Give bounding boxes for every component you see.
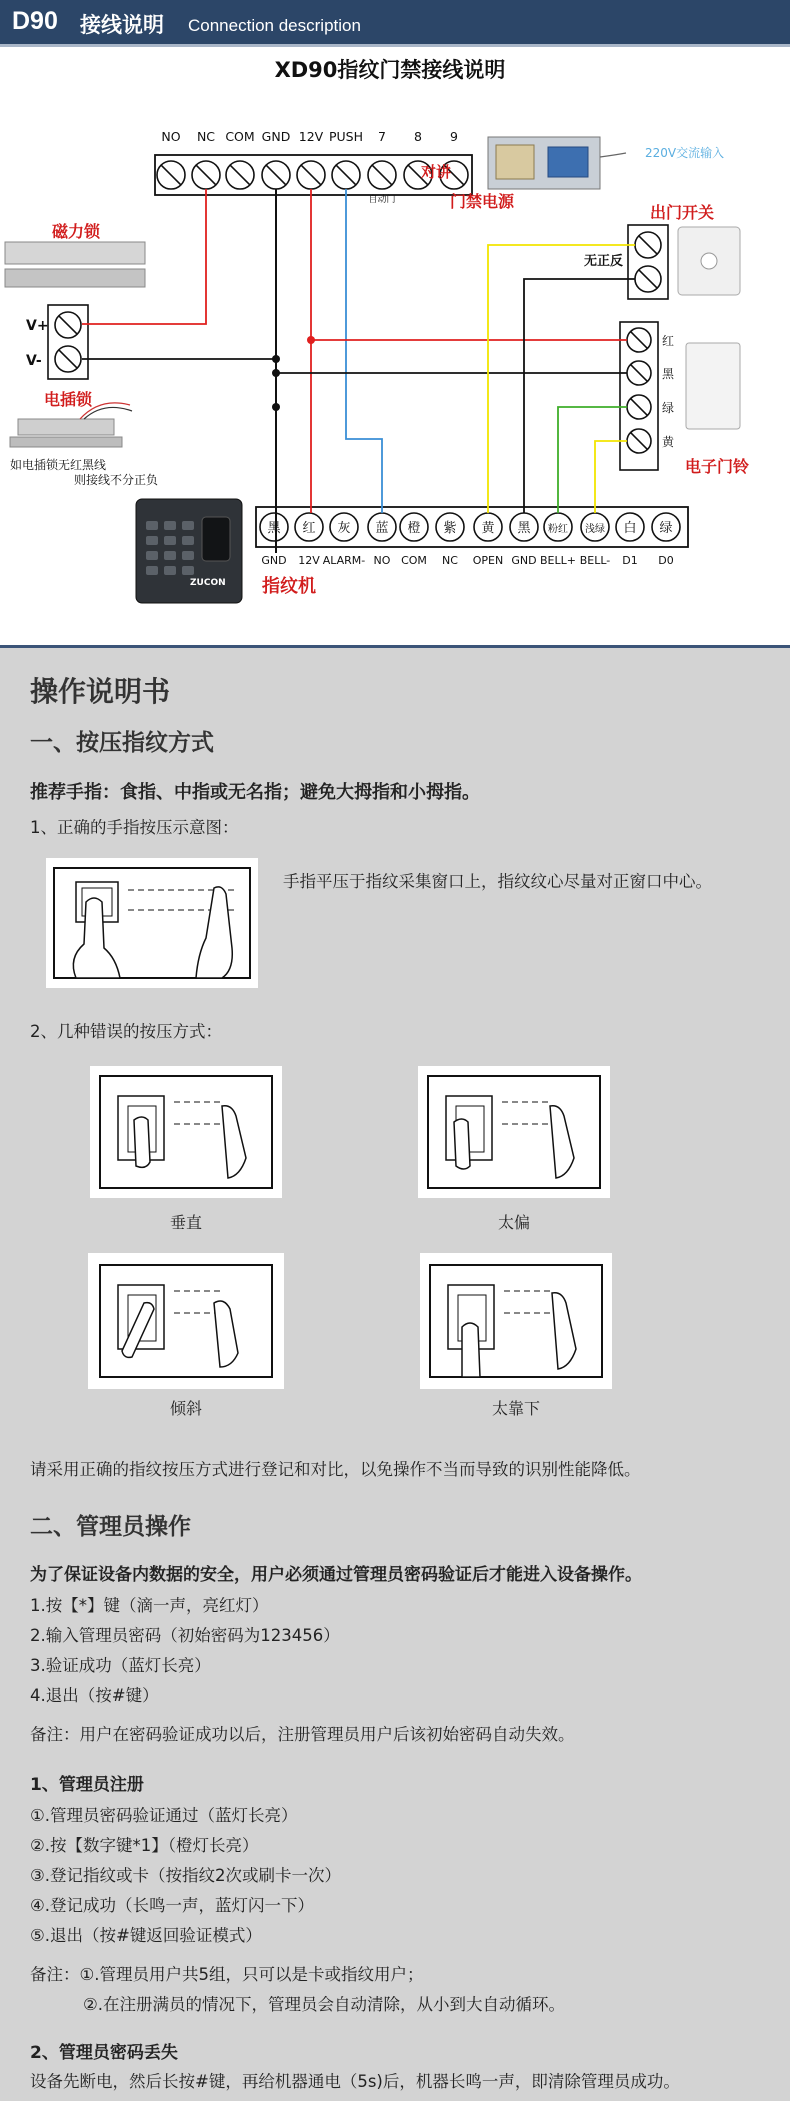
header-title-en: Connection description <box>188 16 361 35</box>
admin-note: 备注：用户在密码验证成功以后，注册管理员用户后该初始密码自动失效。 <box>30 1725 575 1744</box>
power-terminal-label: NO <box>161 129 181 144</box>
wire-push-no <box>346 189 382 513</box>
bolt-note-1: 如电插锁无红黑线 <box>10 458 107 472</box>
reader-key <box>182 566 194 575</box>
reader-terminal-label: 12V <box>298 554 320 567</box>
wiring-diagram <box>0 47 790 645</box>
ac-input-label: 220V交流输入 <box>645 146 725 160</box>
power-supply-label: 门禁电源 <box>450 192 515 211</box>
admin-register-heading: 1、管理员注册 <box>30 1775 144 1795</box>
reader-brand: ZUCON <box>190 578 226 588</box>
junction-red <box>307 336 315 344</box>
admin-step-3: 3.验证成功（蓝灯长亮） <box>30 1656 211 1675</box>
reader-terminal-label: NC <box>442 554 458 567</box>
password-lost-text: 设备先断电，然后长按#键，再给机器通电（5s)后，机器长鸣一声，即清除管理员成功。 <box>30 2072 680 2091</box>
reader-terminal-label: ALARM- <box>322 554 366 567</box>
reader-wire-color: 黑 <box>267 521 281 536</box>
caption-vertical: 垂直 <box>169 1213 202 1232</box>
v-minus-label: V- <box>26 353 42 369</box>
power-terminal-label: 9 <box>450 129 458 144</box>
power-terminal-label: 8 <box>414 129 422 144</box>
reader-wire-color: 黑 <box>517 521 531 536</box>
register-step-2: ②.按【数字键*1】（橙灯长亮） <box>30 1836 259 1855</box>
reader-terminal-label: GND <box>261 554 287 567</box>
manual-title: 操作说明书 <box>30 675 171 708</box>
wire-exit-gnd <box>524 279 635 513</box>
reader-wire-color: 白 <box>623 521 637 536</box>
reader-key <box>164 566 176 575</box>
reader-terminal-label: D0 <box>658 554 674 567</box>
reader-wire-color: 红 <box>302 521 316 536</box>
power-terminal-label: 7 <box>378 129 386 144</box>
operation-manual <box>0 648 790 2101</box>
reader-key <box>146 536 158 545</box>
reader-wire-color: 蓝 <box>375 521 389 536</box>
reader-terminal-label: NO <box>373 554 391 567</box>
register-note-2: ②.在注册满员的情况下，管理员会自动清除，从小到大自动循环。 <box>83 1995 566 2014</box>
reader-wire-color: 浅绿 <box>585 524 605 535</box>
reader-key <box>182 521 194 530</box>
reader-key <box>146 566 158 575</box>
caption-offset: 太偏 <box>497 1213 530 1232</box>
correct-press-desc: 手指平压于指纹采集窗口上，指纹纹心尽量对正窗口中心。 <box>283 872 712 891</box>
reader-key <box>182 551 194 560</box>
header-title-cn: 接线说明 <box>80 13 164 37</box>
caption-too-low: 太靠下 <box>491 1399 540 1418</box>
wrong-press-too-low <box>420 1253 612 1389</box>
mag-lock-plate <box>5 269 145 287</box>
doorbell-wire-label: 绿 <box>662 401 675 415</box>
register-step-1: ①.管理员密码验证通过（蓝灯长亮） <box>30 1806 298 1825</box>
reader-label: 指纹机 <box>262 576 316 597</box>
reader-terminal-label: D1 <box>622 554 638 567</box>
reader-sensor <box>202 517 230 561</box>
wiring-svg <box>0 47 790 645</box>
model-code: D90 <box>12 7 58 35</box>
bolt-lock-body <box>18 419 114 435</box>
wire-exit-open <box>488 245 635 513</box>
correct-press-illustration <box>46 858 258 988</box>
junction-black-3 <box>272 355 280 363</box>
admin-step-2: 2.输入管理员密码（初始密码为123456） <box>30 1626 340 1645</box>
mag-lock-label: 磁力锁 <box>52 222 101 241</box>
reader-key <box>164 551 176 560</box>
password-lost-heading: 2、管理员密码丢失 <box>30 2043 178 2063</box>
admin-intro: 为了保证设备内数据的安全，用户必须通过管理员密码验证后才能进入设备操作。 <box>30 1565 642 1585</box>
reader-terminal-label: GND <box>511 554 537 567</box>
reader-key <box>164 536 176 545</box>
power-terminal-label: GND <box>261 129 291 144</box>
v-plus-label: V+ <box>26 318 49 334</box>
register-step-3: ③.登记指纹或卡（按指纹2次或刷卡一次） <box>30 1866 342 1885</box>
reader-key <box>146 551 158 560</box>
auto-door-label: 自动门 <box>368 195 396 205</box>
exit-button-knob <box>701 253 717 269</box>
power-terminal-label: COM <box>225 129 255 144</box>
reader-terminal-label: BELL+ <box>540 554 576 567</box>
exit-button-label: 出门开关 <box>650 203 715 222</box>
reader-wire-color: 黄 <box>481 521 495 536</box>
doorbell-device <box>686 343 740 429</box>
no-polarity-label: 无正反 <box>584 254 624 269</box>
bolt-lock-plate <box>10 437 122 447</box>
admin-step-4: 4.退出（按#键） <box>30 1686 159 1705</box>
intercom-label: 对讲 <box>421 163 452 181</box>
power-terminal-label: NC <box>196 129 216 144</box>
wiring-title: XD90指纹门禁接线说明 <box>274 58 506 82</box>
junction-black-2 <box>272 403 280 411</box>
wrong-press-offset <box>418 1066 610 1198</box>
wrong-press-label: 2、几种错误的按压方式： <box>30 1022 222 1041</box>
bolt-note-2: 则接线不分正负 <box>74 473 159 487</box>
transformer <box>496 145 534 179</box>
reader-key <box>164 521 176 530</box>
reader-key <box>182 536 194 545</box>
press-advice: 请采用正确的指纹按压方式进行登记和对比，以免操作不当而导致的识别性能降低。 <box>30 1460 641 1479</box>
doorbell-wire-label: 黑 <box>662 367 675 381</box>
section1-heading: 一、按压指纹方式 <box>30 730 214 756</box>
doorbell-label: 电子门铃 <box>685 457 750 476</box>
section2-heading: 二、管理员操作 <box>30 1514 191 1540</box>
reader-terminal-label: COM <box>401 554 427 567</box>
reader-wire-color: 绿 <box>659 521 673 536</box>
power-terminal-label: PUSH <box>328 129 364 144</box>
register-step-5: ⑤.退出（按#键返回验证模式） <box>30 1926 262 1945</box>
reader-wire-color: 紫 <box>443 521 457 536</box>
reader-terminal-label: BELL- <box>579 554 611 567</box>
reader-terminal-label: OPEN <box>472 554 504 567</box>
power-terminal-label: 12V <box>298 129 324 144</box>
page-header <box>0 0 790 47</box>
recommend-fingers: 推荐手指：食指、中指或无名指；避免大拇指和小拇指。 <box>30 782 480 803</box>
reader-wire-color: 橙 <box>407 521 421 536</box>
doorbell-wire-label: 黄 <box>662 435 675 449</box>
mag-lock-body <box>5 242 145 264</box>
wrong-press-tilted <box>88 1253 284 1389</box>
admin-step-1: 1.按【*】键（滴一声，亮红灯） <box>30 1596 269 1615</box>
doorbell-wire-label: 红 <box>662 334 675 348</box>
power-board <box>548 147 588 177</box>
register-step-4: ④.登记成功（长鸣一声，蓝灯闪一下） <box>30 1896 315 1915</box>
bolt-lock-label: 电插锁 <box>44 390 93 409</box>
caption-tilted: 倾斜 <box>169 1399 202 1418</box>
wire-bell-plus <box>558 407 627 513</box>
reader-wire-color: 灰 <box>337 521 351 536</box>
junction-black-1 <box>272 369 280 377</box>
register-note-1: 备注：①.管理员用户共5组，只可以是卡或指纹用户； <box>30 1965 424 1984</box>
reader-key <box>146 521 158 530</box>
reader-wire-color: 粉红 <box>548 524 568 535</box>
ac-cable <box>600 153 626 157</box>
wrong-press-vertical <box>90 1066 282 1198</box>
correct-press-label: 1、正确的手指按压示意图： <box>30 818 239 837</box>
